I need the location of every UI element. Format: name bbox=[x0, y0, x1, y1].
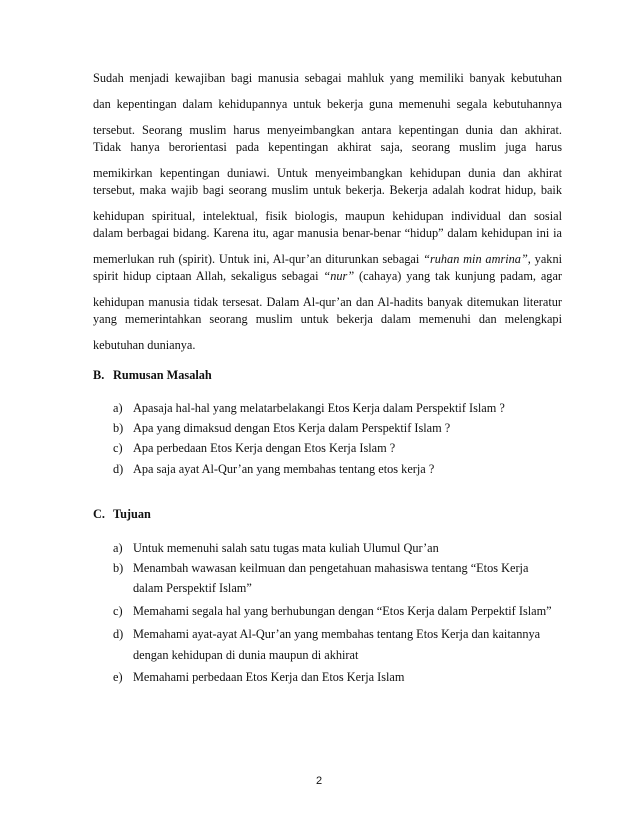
paragraph-line bbox=[93, 252, 562, 266]
list-item-text: Apa yang dimaksud dengan Etos Kerja dalam Perspektif Islam ? bbox=[133, 421, 451, 435]
list-item-text: Untuk memenuhi salah satu tugas mata kuliah Ulumul Qur’an bbox=[133, 541, 439, 555]
list-marker: d) bbox=[113, 627, 124, 641]
list-marker: b) bbox=[113, 561, 124, 575]
list-item-text: Memahami ayat-ayat Al-Qur’an yang membahas tentang Etos Kerja dan kaitannya bbox=[133, 627, 541, 641]
list-item-text: Apa perbedaan Etos Kerja dengan Etos Kerja Islam ? bbox=[133, 441, 396, 455]
paragraph-line: kebutuhan dunianya. bbox=[93, 338, 196, 352]
paragraph-text: , yakni bbox=[527, 252, 563, 266]
paragraph-text: (cahaya) yang tak kunjung padam, agar bbox=[354, 269, 562, 283]
emphasis-text: “ruhan min amrina” bbox=[423, 252, 528, 266]
paragraph-line: kehidupan manusia tidak tersesat. Dalam Al-qur’an dan Al-hadits banyak ditemukan literatur bbox=[93, 295, 562, 309]
paragraph-line: dan kepentingan dalam kehidupannya untuk bekerja guna memenuhi segala kebutuhannya bbox=[93, 97, 562, 111]
paragraph-line: dalam berbagai bidang. Karena itu, agar manusia benar-benar “hidup” dalam kehidupan ini ia bbox=[93, 226, 562, 240]
section-number: C. bbox=[93, 507, 105, 521]
paragraph-line: memikirkan kepentingan duniawi. Untuk menyeimbangkan kehidupan dunia dan akhirat bbox=[93, 166, 562, 180]
emphasis-text: “nur” bbox=[323, 269, 355, 283]
paragraph-text: memerlukan ruh (spirit). Untuk ini, Al-qur’an diturunkan sebagai bbox=[93, 252, 424, 266]
paragraph-text: spirit hidup ciptaan Allah, sekaligus sebagai bbox=[93, 269, 324, 283]
list-item-text: Apa saja ayat Al-Qur’an yang membahas tentang etos kerja ? bbox=[133, 462, 435, 476]
list-item-text: dengan kehidupan di dunia maupun di akhirat bbox=[133, 648, 359, 662]
section-heading-rumusan-masalah bbox=[93, 368, 212, 382]
paragraph-line: tersebut, maka wajib bagi seorang muslim untuk bekerja. Bekerja adalah kodrat hidup, baik bbox=[93, 183, 562, 197]
list-marker: e) bbox=[113, 670, 123, 684]
paragraph-line: Sudah menjadi kewajiban bagi manusia sebagai mahluk yang memiliki banyak kebutuhan bbox=[93, 71, 562, 85]
list-item-text: Apasaja hal-hal yang melatarbelakangi Etos Kerja dalam Perspektif Islam ? bbox=[133, 401, 505, 415]
list-marker: a) bbox=[113, 401, 123, 415]
section-title: Tujuan bbox=[113, 507, 151, 521]
list-item-text: Menambah wawasan keilmuan dan pengetahuan mahasiswa tentang “Etos Kerja bbox=[133, 561, 529, 575]
list-marker: c) bbox=[113, 604, 123, 618]
list-marker: b) bbox=[113, 421, 124, 435]
list-marker: c) bbox=[113, 441, 123, 455]
list-item-text: Memahami perbedaan Etos Kerja dan Etos Kerja Islam bbox=[133, 670, 405, 684]
list-item-text: dalam Perspektif Islam” bbox=[133, 581, 252, 595]
list-item-text: Memahami segala hal yang berhubungan dengan “Etos Kerja dalam Perpektif Islam” bbox=[133, 604, 552, 618]
list-marker: a) bbox=[113, 541, 123, 555]
paragraph-line bbox=[93, 269, 562, 283]
paragraph-line: yang memerintahkan seorang muslim untuk bekerja dalam memenuhi dan melengkapi bbox=[93, 312, 562, 326]
page-number: 2 bbox=[315, 775, 323, 787]
section-number: B. bbox=[93, 368, 105, 382]
section-heading-tujuan bbox=[93, 507, 151, 521]
paragraph-line: Tidak hanya berorientasi pada kepentingan akhirat saja, seorang muslim juga harus bbox=[93, 140, 562, 154]
paragraph-line: kehidupan spiritual, intelektual, fisik biologis, maupun kehidupan individual dan sosial bbox=[93, 209, 562, 223]
paragraph-line: tersebut. Seorang muslim harus menyeimbangkan antara kepentingan dunia dan akhirat. bbox=[93, 123, 562, 137]
list-marker: d) bbox=[113, 462, 124, 476]
section-title: Rumusan Masalah bbox=[113, 368, 212, 382]
